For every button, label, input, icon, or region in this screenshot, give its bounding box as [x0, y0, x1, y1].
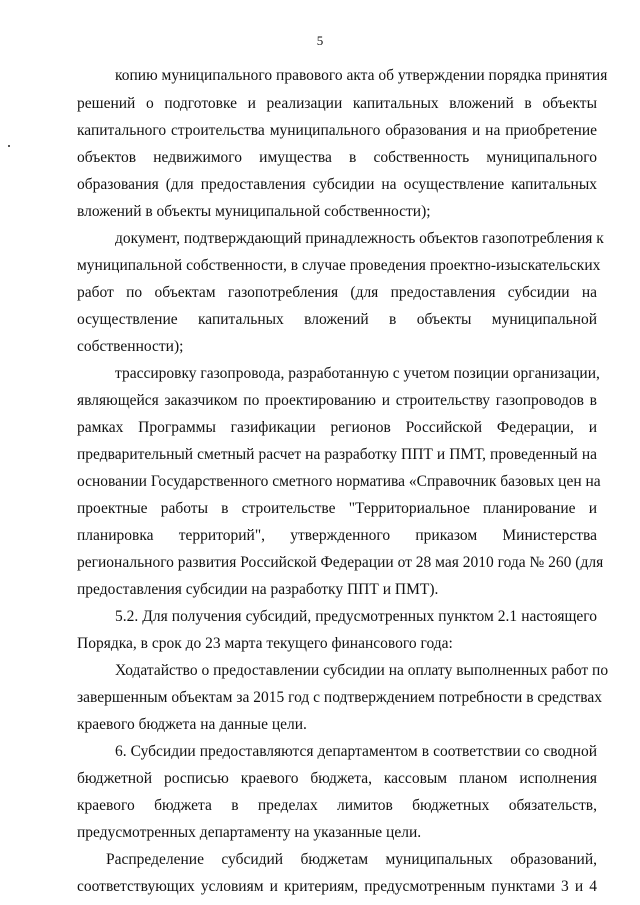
text-line: осуществление капитальных вложений в объекты муниципальной — [77, 311, 597, 328]
text-line: копию муниципального правового акта об утверждении порядка принятия — [115, 67, 608, 84]
text-line: краевого бюджета в пределах лимитов бюджетных обязательств, — [77, 797, 597, 814]
text-line: рамках Программы газификации регионов Российской Федерации, и — [77, 419, 597, 436]
text-line: работ по объектам газопотребления (для предоставления субсидии на — [77, 284, 597, 301]
text-line: соответствующих условиям и критериям, предусмотренным пунктами 3 и 4 — [77, 878, 597, 895]
text-line: 5.2. Для получения субсидий, предусмотренных пунктом 2.1 настоящего — [115, 608, 597, 625]
text-line: документ, подтверждающий принадлежность объектов газопотребления к — [115, 230, 604, 247]
text-line: завершенным объектам за 2015 год с подтверждением потребности в средствах — [77, 689, 603, 706]
text-line: Распределение субсидий бюджетам муниципальных образований, — [106, 851, 597, 868]
text-line: трассировку газопровода, разработанную с учетом позиции организации, — [115, 365, 600, 382]
margin-mark — [8, 145, 10, 147]
text-line: Порядка, в срок до 23 марта текущего финансового года: — [77, 635, 453, 652]
text-line: предварительный сметный расчет на разработку ППТ и ПМТ, проведенный на — [77, 446, 597, 463]
text-line: вложений в объекты муниципальной собственности); — [77, 203, 431, 220]
text-line: объектов недвижимого имущества в собственность муниципального — [77, 149, 597, 166]
text-line: планировка территорий", утвержденного приказом Министерства — [77, 527, 597, 544]
text-line: муниципальной собственности, в случае проведения проектно-изыскательских — [77, 257, 601, 274]
text-line: предусмотренных департаменту на указанные цели. — [77, 824, 422, 841]
page-number: 5 — [316, 33, 324, 48]
text-line: предоставления субсидии на разработку ППТ и ПМТ). — [77, 581, 439, 598]
text-line: образования (для предоставления субсидии на осуществление капитальных — [77, 176, 597, 193]
text-line: капитального строительства муниципального образования и на приобретение — [77, 122, 597, 139]
text-line: регионального развития Российской Федерации от 28 мая 2010 года № 260 (для — [77, 554, 604, 571]
text-line: собственности); — [77, 338, 184, 355]
text-line: являющейся заказчиком по проектированию и строительству газопроводов в — [77, 392, 597, 409]
text-line: краевого бюджета на данные цели. — [77, 716, 307, 733]
text-line: бюджетной росписью краевого бюджета, кассовым планом исполнения — [77, 770, 597, 787]
text-line: проектные работы в строительстве "Территориальное планирование и — [77, 500, 597, 517]
text-line: 6. Субсидии предоставляются департаментом в соответствии со сводной — [115, 743, 597, 760]
text-line: Ходатайство о предоставлении субсидии на оплату выполненных работ по — [115, 662, 609, 679]
text-line: основании Государственного сметного норматива «Справочник базовых цен на — [77, 473, 601, 490]
text-line: решений о подготовке и реализации капитальных вложений в объекты — [77, 95, 597, 112]
